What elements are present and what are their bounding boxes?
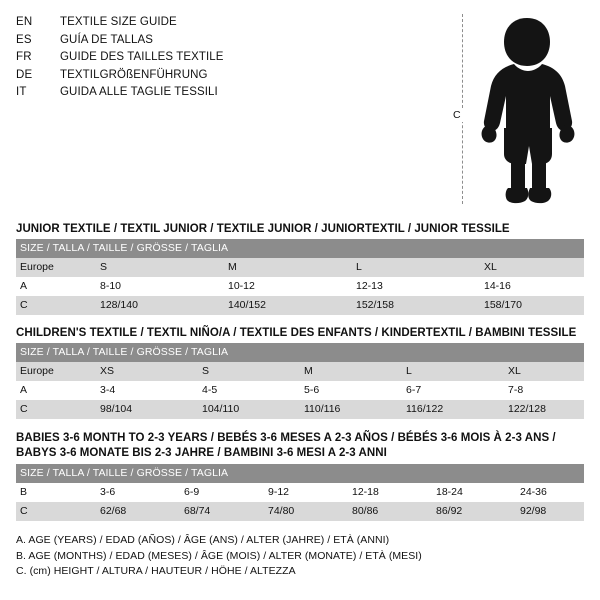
cell: 140/152 [228,299,266,311]
language-row [16,84,446,102]
language-code: FR [16,51,32,63]
cell: 3-4 [100,384,116,396]
cell: 24-36 [520,486,547,498]
cell: 7-8 [508,384,524,396]
cell: 110/116 [304,403,341,415]
cell: 152/158 [356,299,394,311]
toddler-silhouette-icon [474,16,584,206]
row-label: C [20,403,28,415]
language-code: IT [16,86,27,98]
measure-label-c: C [453,109,461,121]
cell: 62/68 [100,505,127,517]
language-titles [16,14,446,209]
language-code: EN [16,16,33,28]
language-row [16,67,446,85]
cell: S [202,365,210,377]
table-row [16,258,584,277]
row-label: C [20,299,28,311]
cell: M [304,365,313,377]
cell: 18-24 [436,486,463,498]
table-row [16,277,584,296]
cell: 14-16 [484,280,511,292]
language-title: GUIDE DES TAILLES TEXTILE [60,51,224,63]
cell: 3-6 [100,486,116,498]
language-row [16,49,446,67]
cell: 74/80 [268,505,295,517]
cell: 9-12 [268,486,290,498]
language-code: DE [16,68,33,81]
table-babies [16,464,584,521]
cell: 116/122 [406,403,444,415]
cell: 104/110 [202,403,240,415]
table-junior [16,239,584,315]
table-header-label: SIZE / TALLA / TAILLE / GRÖSSE / TAGLIA [20,242,229,254]
cell: L [356,261,362,273]
language-title: GUÍA DE TALLAS [60,33,154,46]
table-row [16,502,584,521]
cell: 5-6 [304,384,320,396]
legend [16,533,584,580]
language-code: ES [16,33,32,46]
table-row [16,381,584,400]
table-header-label: SIZE / TALLA / TAILLE / GRÖSSE / TAGLIA [20,467,229,479]
cell: 86/92 [436,505,463,517]
row-label: Europe [20,365,54,377]
table-row [16,362,584,381]
language-title: TEXTILGRÖßENFÜHRUNG [60,68,208,81]
table-header-row [16,464,584,483]
cell: 10-12 [228,280,255,292]
cell: 98/104 [100,403,133,415]
cell: 4-5 [202,384,218,396]
cell: 6-7 [406,384,422,396]
cell: 68/74 [184,505,211,517]
cell: 12-18 [352,486,379,498]
language-title: TEXTILE SIZE GUIDE [60,16,177,28]
row-label: A [20,280,28,292]
cell: XL [484,261,497,273]
legend-line-a: A. AGE (YEARS) / EDAD (AÑOS) / ÂGE (ANS) / ALTER (JAHRE) / ETÀ (ANNI) [16,534,390,546]
table-header-label: SIZE / TALLA / TAILLE / GRÖSSE / TAGLIA [20,346,229,358]
table-children [16,343,584,419]
header [16,14,584,209]
row-label: Europe [20,261,54,273]
section-title-junior: JUNIOR TEXTILE / TEXTIL JUNIOR / TEXTILE JUNIOR / JUNIORTEXTIL / JUNIOR TESSILE [16,223,510,235]
cell: 8-10 [100,280,122,292]
cell: M [228,261,237,273]
cell: 92/98 [520,505,547,517]
row-label: C [20,505,28,517]
table-header-row [16,239,584,258]
cell: 122/128 [508,403,546,415]
language-title: GUIDA ALLE TAGLIE TESSILI [60,86,218,98]
cell: 128/140 [100,299,138,311]
measurement-figure [446,14,584,209]
row-label: B [20,486,28,498]
section-title-babies: BABIES 3-6 MONTH TO 2-3 YEARS / BEBÉS 3-6 MESES A 2-3 AÑOS / BÉBÉS 3-6 MOIS À 2-3 ANS / BABYS 3-6 MONATE BIS 2-3 JAHRE / BAMBINI 3-6 MESI A 2-3 ANNI [16,432,556,459]
cell: XL [508,365,521,377]
cell: S [100,261,108,273]
language-row [16,14,446,32]
section-title-children: CHILDREN'S TEXTILE / TEXTIL NIÑO/A / TEXTILE DES ENFANTS / KINDERTEXTIL / BAMBINI TESSILE [16,327,577,339]
cell: 158/170 [484,299,522,311]
cell: XS [100,365,115,377]
table-row [16,483,584,502]
table-row [16,296,584,315]
cell: 6-9 [184,486,200,498]
cell: 12-13 [356,280,383,292]
table-row [16,400,584,419]
language-row [16,32,446,50]
table-header-row [16,343,584,362]
row-label: A [20,384,28,396]
legend-line-b: B. AGE (MONTHS) / EDAD (MESES) / ÂGE (MOIS) / ALTER (MONATE) / ETÀ (MESI) [16,549,422,562]
cell: L [406,365,412,377]
legend-line-c: C. (cm) HEIGHT / ALTURA / HAUTEUR / HÖHE / ALTEZZA [16,565,296,577]
cell: 80/86 [352,505,379,517]
